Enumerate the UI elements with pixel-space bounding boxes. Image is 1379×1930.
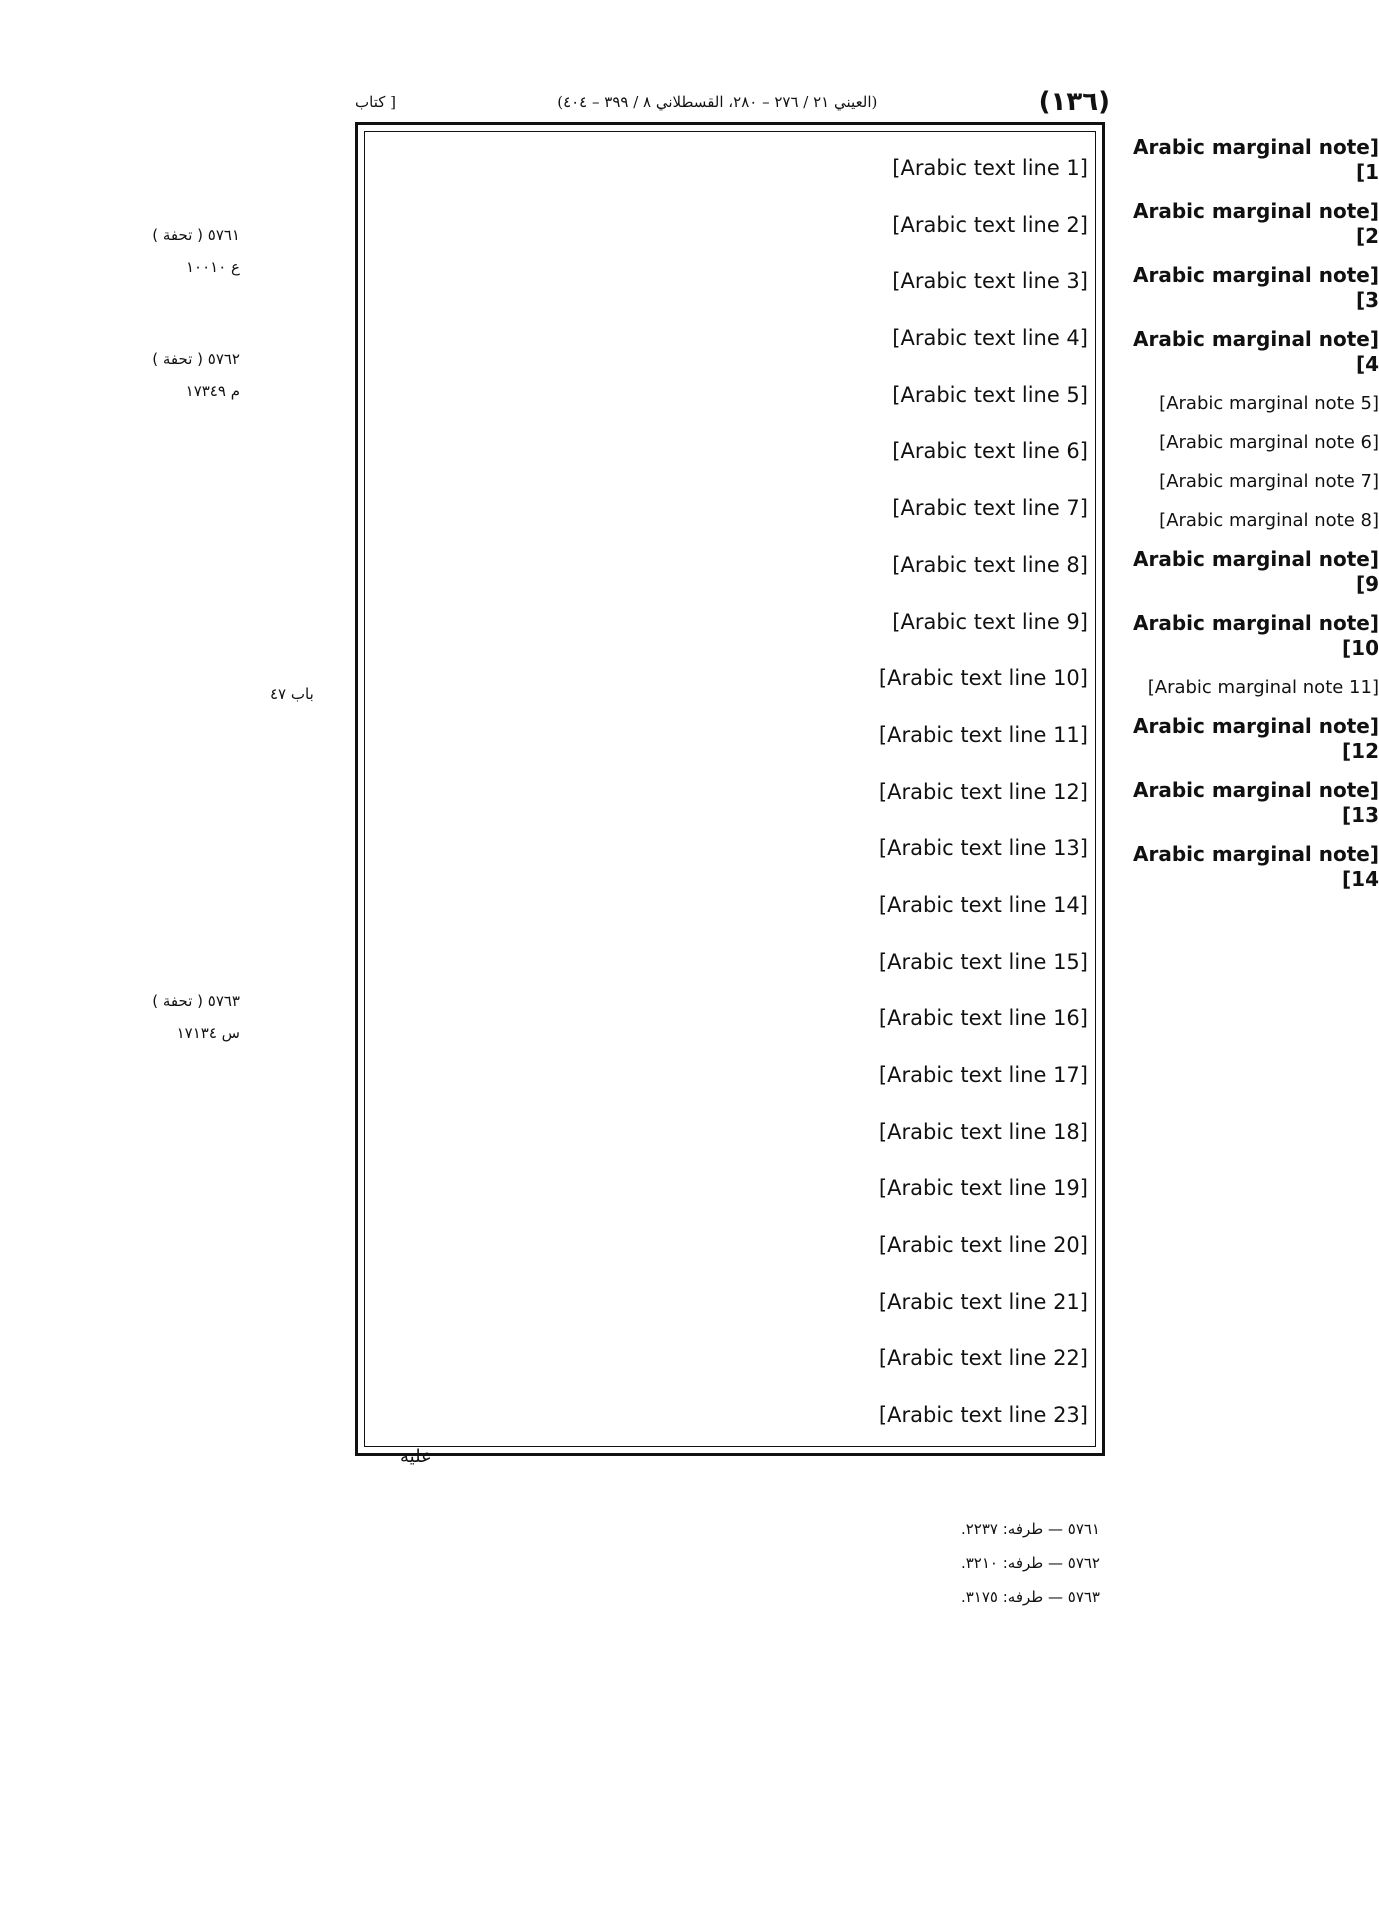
footnotes [700, 1512, 1100, 1614]
main-text-line: [Arabic text line 5] [892, 382, 1088, 407]
main-text-line: [Arabic text line 17] [878, 1063, 1088, 1087]
hadith-reference [90, 350, 240, 400]
main-text-line: [Arabic text line 11] [878, 722, 1088, 747]
margin-note: [Arabic marginal note 1] [1133, 135, 1379, 184]
main-text-line: [Arabic text line 3] [892, 269, 1088, 294]
margin-note: [Arabic marginal note 11] [1147, 677, 1379, 698]
margin-note: [Arabic marginal note 4] [1133, 327, 1379, 376]
main-text-line: [Arabic text line 12] [878, 779, 1088, 804]
margin-note: [Arabic marginal note 14] [1133, 842, 1379, 891]
main-text-line: [Arabic text line 8] [892, 552, 1088, 577]
main-text-line: [Arabic text line 6] [892, 439, 1088, 464]
margin-note: [Arabic marginal note 3] [1133, 263, 1379, 312]
main-text-line: [Arabic text line 14] [878, 892, 1088, 917]
main-text-line: [Arabic text line 10] [878, 666, 1088, 691]
catchword: عليه [400, 1446, 432, 1467]
hadith-sigla-line: ع ١٠٠١٠ [185, 258, 240, 276]
margin-note: [Arabic marginal note 12] [1133, 714, 1379, 763]
footnote-line: ٥٧٦٣ — طرفه: ٣١٧٥. [960, 1588, 1100, 1606]
main-text-line: [Arabic text line 7] [892, 496, 1088, 521]
margin-note: [Arabic marginal note 2] [1133, 199, 1379, 248]
main-text-line: [Arabic text line 2] [892, 212, 1088, 237]
main-text-line: [Arabic text line 23] [878, 1403, 1088, 1428]
main-text-line: [Arabic text line 18] [878, 1119, 1088, 1144]
hadith-sigla-line: م ١٧٣٤٩ [185, 382, 240, 400]
header-book-title: [ كتاب [355, 93, 396, 111]
margin-note: [Arabic marginal note 6] [1159, 432, 1379, 453]
margin-note: [Arabic marginal note 13] [1133, 778, 1379, 827]
hadith-reference [90, 992, 240, 1042]
margin-note: [Arabic marginal note 9] [1133, 547, 1379, 596]
main-text-line: [Arabic text line 9] [892, 609, 1088, 634]
main-text-line: [Arabic text line 15] [878, 949, 1088, 974]
footnote-line: ٥٧٦٢ — طرفه: ٣٢١٠. [960, 1554, 1100, 1572]
main-text-line: [Arabic text line 21] [878, 1289, 1088, 1314]
margin-note: [Arabic marginal note 10] [1133, 611, 1379, 660]
margin-note: [Arabic marginal note 8] [1159, 510, 1379, 531]
main-text-line: [Arabic text line 16] [878, 1006, 1088, 1031]
bab-number: باب ٤٧ [270, 685, 314, 703]
margin-note: [Arabic marginal note 7] [1159, 471, 1379, 492]
page-number: (١٣٦) [1038, 87, 1110, 117]
hadith-number-line: ٥٧٦٣ ( تحفة ) [152, 992, 240, 1010]
hadith-sigla-line: س ١٧١٣٤ [176, 1024, 240, 1042]
header-references: (العيني ٢١ / ٢٧٦ – ٢٨٠، القسطلاني ٨ / ٣٩٩ – ٤٠٤) [557, 93, 878, 111]
main-text-block [372, 140, 1088, 1444]
margin-notes [1113, 135, 1379, 906]
hadith-number-line: ٥٧٦٢ ( تحفة ) [152, 350, 240, 368]
main-text-line: [Arabic text line 22] [878, 1346, 1088, 1371]
hadith-number-line: ٥٧٦١ ( تحفة ) [152, 226, 240, 244]
main-text-line: [Arabic text line 4] [892, 326, 1088, 351]
main-text-line: [Arabic text line 13] [878, 836, 1088, 861]
footnote-line: ٥٧٦١ — طرفه: ٢٢٣٧. [960, 1520, 1100, 1538]
main-text-line: [Arabic text line 1] [892, 156, 1088, 180]
margin-note: [Arabic marginal note 5] [1159, 393, 1379, 414]
hadith-reference [90, 226, 240, 276]
main-text-line: [Arabic text line 19] [878, 1176, 1088, 1201]
main-text-line: [Arabic text line 20] [878, 1233, 1088, 1258]
page-header [355, 86, 1110, 118]
